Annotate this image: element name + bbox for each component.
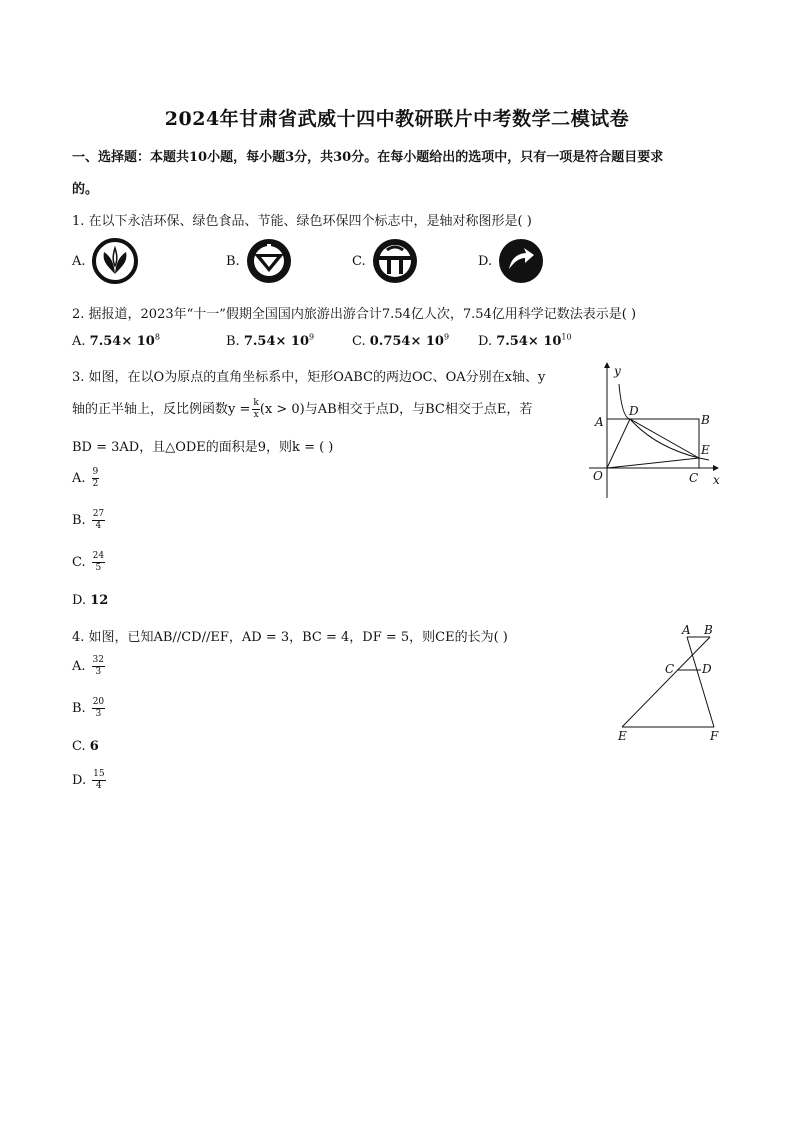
label-o: O: [593, 469, 603, 483]
q1-option-c: [352, 236, 420, 286]
q4-option-a-label: A.: [72, 659, 86, 674]
q4-option-a-numerator: 32: [92, 655, 104, 665]
q3-option-b-fraction: [92, 510, 105, 531]
q1-option-b-label: B.: [226, 253, 240, 269]
rectangle-oabc: [607, 419, 699, 468]
q3-option-c-fraction: [92, 552, 105, 573]
q4-option-b: [72, 698, 105, 719]
page-title: 2024年甘肃省武威十四中教研联片中考数学二模试卷: [164, 108, 630, 130]
q2-option-c-exp: 9: [443, 332, 450, 342]
q2-option-a-base: 7.54× 10: [89, 334, 155, 349]
q3-coordinate-figure: [585, 362, 725, 502]
label-d: D: [702, 662, 712, 676]
q4-option-a-fraction: [92, 656, 105, 677]
q3-stem-line3: BD = 3AD，且△ODE的面积是9，则k = ( ): [72, 440, 334, 455]
q2-option-d-label: D.: [478, 334, 493, 349]
y-axis-arrow-icon: [604, 362, 610, 368]
q3-option-b-denominator: 4: [95, 521, 102, 531]
q4-parallel-lines-figure: [610, 620, 730, 745]
label-e: E: [701, 443, 710, 457]
x-axis-arrow-icon: [713, 465, 719, 471]
q3-function-fraction: [252, 399, 259, 420]
segment-oe: [607, 458, 699, 468]
q2-option-c-base: 0.754× 10: [369, 334, 444, 349]
segment-af: [687, 637, 714, 727]
label-c: C: [665, 662, 675, 676]
green-arrow-logo-icon: [496, 236, 546, 286]
hyperbola-curve: [619, 384, 709, 460]
q4-option-b-numerator: 20: [92, 697, 105, 707]
q2-option-d-exp: 10: [561, 332, 572, 342]
q3-option-c-numerator: 24: [92, 551, 105, 561]
q3-option-a-fraction: [92, 468, 100, 489]
q4-option-c: [72, 739, 99, 754]
q1-option-a: [72, 236, 140, 286]
energy-saving-logo-icon: [370, 236, 420, 286]
section-heading-line2: 的。: [72, 182, 99, 197]
q1-option-d-label: D.: [478, 253, 493, 269]
q3-option-d-value: 12: [90, 593, 109, 608]
q3-option-b-label: B.: [72, 513, 86, 528]
q4-option-b-label: B.: [72, 701, 86, 716]
label-d: D: [629, 404, 639, 418]
q4-option-d-numerator: 15: [93, 769, 105, 779]
segment-be: [622, 637, 710, 727]
segment-de: [630, 419, 699, 458]
q4-option-d-denominator: 4: [95, 781, 102, 791]
q3-option-c-denominator: 5: [95, 563, 102, 573]
q3-option-c-label: C.: [72, 555, 86, 570]
q3-option-b: [72, 510, 105, 531]
section-heading-line1: 一、选择题：本题共10小题，每小题3分，共30分。在每小题给出的选项中，只有一项是符合题目要求: [72, 150, 664, 165]
q1-option-c-label: C.: [352, 253, 366, 269]
q2-stem: 2. 据报道，2023年“十一”假期全国国内旅游出游合计7.54亿人次，7.54亿用科学记数法表示是( ): [72, 307, 637, 322]
q3-stem-line2b: (x > 0)与AB相交于点D，与BC相交于点E，若: [259, 402, 533, 417]
q2-option-a: [72, 334, 160, 349]
label-e: E: [618, 729, 627, 743]
q4-option-c-value: 6: [89, 739, 99, 754]
q4-option-d-label: D.: [72, 773, 87, 788]
q3-stem-line2a: 轴的正半轴上，反比例函数y =: [72, 402, 251, 417]
label-x: x: [713, 473, 720, 487]
q4-stem: 4. 如图，已知AB//CD//EF，AD = 3，BC = 4，DF = 5，则CE的长为( ): [72, 630, 508, 645]
q3-option-d-label: D.: [72, 593, 87, 608]
q2-option-b: [226, 334, 314, 349]
q3-stem-line2: [72, 398, 532, 420]
label-a: A: [595, 415, 604, 429]
q2-option-b-label: B.: [226, 334, 240, 349]
label-b: B: [704, 623, 713, 637]
q2-option-d: [478, 334, 572, 349]
recycle-leaf-logo-icon: [90, 236, 140, 286]
q3-fraction-denominator: x: [253, 410, 259, 420]
q3-option-c: [72, 552, 105, 573]
q1-option-a-label: A.: [72, 253, 86, 269]
q4-option-b-fraction: [92, 698, 105, 719]
q2-option-a-label: A.: [72, 334, 86, 349]
q2-option-b-exp: 9: [309, 332, 315, 342]
q1-option-d: [478, 236, 546, 286]
q3-fraction-numerator: k: [253, 398, 259, 408]
q3-option-a-label: A.: [72, 471, 86, 486]
q1-option-b: [226, 236, 294, 286]
green-food-logo-icon: [244, 236, 294, 286]
q4-option-a: [72, 656, 105, 677]
q1-stem: 1. 在以下永洁环保、绿色食品、节能、绿色环保四个标志中，是轴对称图形是( ): [72, 214, 532, 229]
label-a: A: [682, 623, 691, 637]
q2-option-a-exp: 8: [154, 332, 160, 342]
q3-option-a: [72, 468, 99, 489]
q2-option-c: [352, 334, 449, 349]
q4-option-a-denominator: 3: [95, 667, 102, 677]
q4-option-c-label: C.: [72, 739, 86, 754]
q3-option-b-numerator: 27: [92, 509, 105, 519]
label-y: y: [614, 364, 621, 378]
q2-option-c-label: C.: [352, 334, 366, 349]
q3-option-a-numerator: 9: [92, 467, 99, 477]
segment-od: [607, 419, 630, 468]
q2-option-d-base: 7.54× 10: [496, 334, 562, 349]
q4-option-d-fraction: [92, 770, 105, 791]
q3-stem-line1: 3. 如图，在以O为原点的直角坐标系中，矩形OABC的两边OC、OA分别在x轴、y: [72, 370, 546, 385]
q4-option-b-denominator: 3: [95, 709, 102, 719]
q2-option-b-base: 7.54× 10: [243, 334, 309, 349]
label-b: B: [701, 413, 710, 427]
q3-option-a-denominator: 2: [92, 479, 99, 489]
q3-option-d: [72, 593, 108, 608]
label-c: C: [689, 471, 699, 485]
q4-option-d: [72, 770, 106, 791]
label-f: F: [710, 729, 719, 743]
